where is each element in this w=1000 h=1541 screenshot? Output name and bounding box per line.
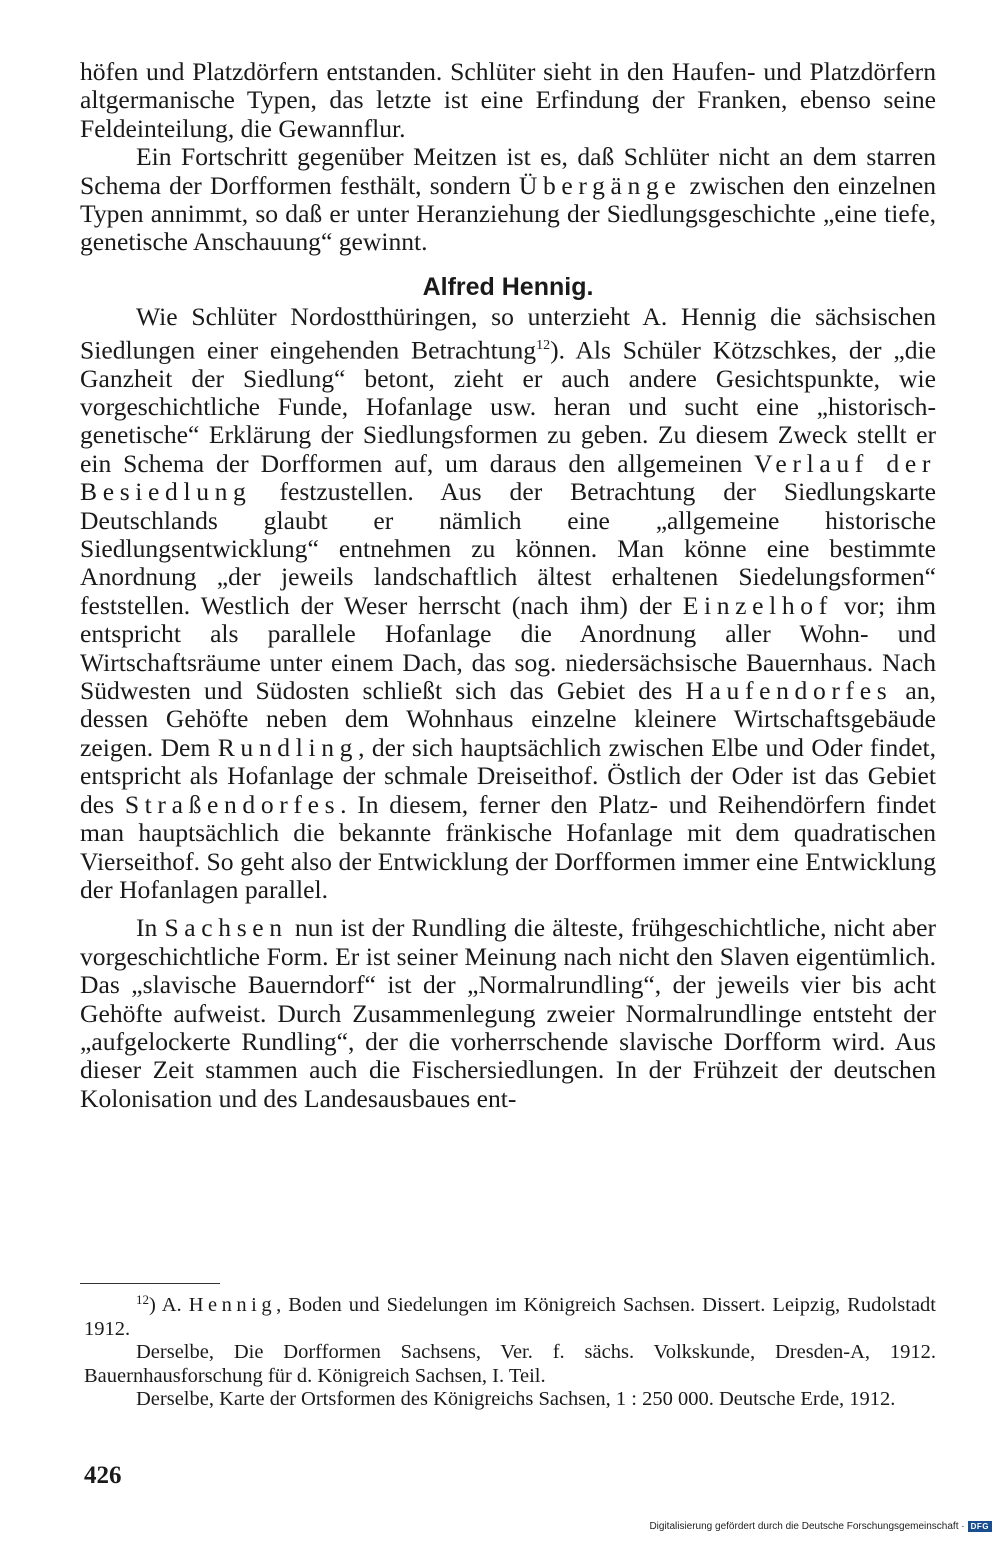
text-run: an, dessen Gehöfte neben dem Wohnhaus einzelne kleinere Wirtschaftsgebäude zeigen. Dem bbox=[80, 676, 936, 762]
dfg-logo: DFG bbox=[968, 1521, 992, 1532]
spaced-term: Rundling bbox=[217, 732, 359, 762]
text-run: nun ist der Rundling die älteste, frühgeschichtliche, nicht aber vorgeschichtliche Form. Er ist seiner Meinung nach nicht den Slaven eigentümlich. Das „slavische Bauerndorf“ ist der „Normalrundling“, der jeweils vier bis acht Gehöfte aufweist. Durch Zusammenlegung zweier Normalrundlinge entsteht der „aufgelockerte Rundling“, der die vorherrschende slavische Dorfform wird. Aus dieser Zeit stammen auch die Fischersiedlungen. In der Frühzeit der deutschen Kolonisation und des Landesausbaues ent- bbox=[80, 913, 936, 1113]
section-heading: Alfred Hennig. bbox=[422, 272, 594, 301]
spaced-term: Einzelhof bbox=[682, 590, 833, 620]
text-run: festzustellen. Aus der Betrachtung der Siedlungskarte Deutschlands glaubt er nämlich eine „allgemeine historische Siedlungsentwicklung“ entnehmen zu können. Man könne eine bestimmte Anordnung „der jeweils landschaftlich ältest erhaltenen Siedelungsformen“ feststellen. Westlich der Weser herrscht (nach ihm) der bbox=[80, 477, 936, 620]
credit-text: Digitalisierung gefördert durch die Deutsche Forschungsgemeinschaft · bbox=[649, 1521, 965, 1532]
page-number: 426 bbox=[84, 1462, 122, 1489]
footnotes bbox=[84, 1294, 936, 1412]
paragraph-2-part-a: Ein Fortschritt gegenüber Meitzen ist es, daß Schlüter nicht an dem starren Schema der Dorfformen festhält, sondern bbox=[80, 142, 936, 200]
text-run: ). Als Schüler Kötzschkes, der „die Ganzheit der Siedlung“ betont, zieht er auch andere Gesichtspunkte, wie vorgeschichtliche Funde, Hofanlage usw. heran und sucht eine „historisch-genetische“ Erklärung der Siedlungsformen zu geben. Zu diesem Zweck stellt er ein Schema der Dorfformen auf, um daraus den allgemeinen bbox=[80, 335, 936, 478]
text-run: In bbox=[136, 913, 165, 943]
paragraph-2 bbox=[80, 143, 936, 257]
paragraph-hennig bbox=[80, 303, 936, 904]
paragraph-1: höfen und Platzdörfern entstanden. Schlüter sieht in den Haufen- und Platzdörfern altgermanische Typen, das letzte ist eine Erfindung der Franken, ebenso seine Feldeinteilung, die Gewannflur. bbox=[80, 57, 936, 143]
text-run: ) A. bbox=[149, 1294, 189, 1316]
spaced-term: Haufendorfes bbox=[685, 676, 893, 706]
footnote-ref: 12 bbox=[536, 337, 551, 353]
paragraph-2-part-c: zwischen den einzelnen Typen annimmt, so daß er unter Heranziehung der Siedlungsgeschichte „eine tiefe, genetische Anschauung“ gewinnt. bbox=[80, 170, 936, 257]
spaced-term: Sachsen bbox=[164, 913, 288, 943]
footnote-divider bbox=[80, 1283, 220, 1284]
footnote-derselbe-1: Derselbe, Die Dorfformen Sachsens, Ver. f. sächs. Volkskunde, Dresden-A, 1912. Bauernhausforschung für d. Königreich Sachsen, I. Teil. bbox=[84, 1341, 936, 1387]
footnote-marker: 12 bbox=[136, 1292, 149, 1307]
page-body bbox=[80, 58, 936, 1113]
text-run: vor; ihm entspricht als parallele Hofanlage die Anordnung aller Wohn- und Wirtschaftsräume unter einem Dach, das sog. niedersächsische Bauernhaus. Nach Südwesten und Südosten schließt sich das Gebiet des bbox=[80, 590, 936, 706]
footnote-derselbe-2: Derselbe, Karte der Ortsformen des Königreichs Sachsen, 1 : 250 000. Deutsche Erde, 1912. bbox=[136, 1388, 896, 1411]
text-run: , der sich hauptsächlich zwischen Elbe und Oder findet, entspricht als Hofanlage der schmale Dreiseithof. Östlich der Oder ist das Gebiet des bbox=[80, 732, 936, 819]
text-run: Wie Schlüter Nordostthüringen, so unterzieht A. Hennig die sächsischen Siedlungen einer eingehenden Betrachtung bbox=[80, 302, 936, 365]
paragraph-sachsen bbox=[80, 914, 936, 1113]
footnote-12 bbox=[84, 1294, 936, 1341]
spaced-term: Verlauf der Besiedlung bbox=[80, 448, 936, 507]
text-run: . In diesem, ferner den Platz- und Reihendörfern findet man hauptsächlich die bekannte fränkische Hofanlage mit dem quadratischen Vierseithof. So geht also der Entwicklung der Dorfformen immer eine Entwicklung der Hofanlagen parallel. bbox=[80, 789, 936, 904]
spaced-term-uebergaenge: Übergänge bbox=[518, 170, 682, 200]
spaced-term: Straßendorfes bbox=[124, 789, 341, 819]
text-run: , Boden und Siedelungen im Königreich Sachsen. Dissert. Leipzig, Rudolstadt 1912. bbox=[84, 1294, 936, 1340]
spaced-term: Hennig bbox=[188, 1294, 277, 1316]
digitization-credit bbox=[649, 1521, 992, 1532]
